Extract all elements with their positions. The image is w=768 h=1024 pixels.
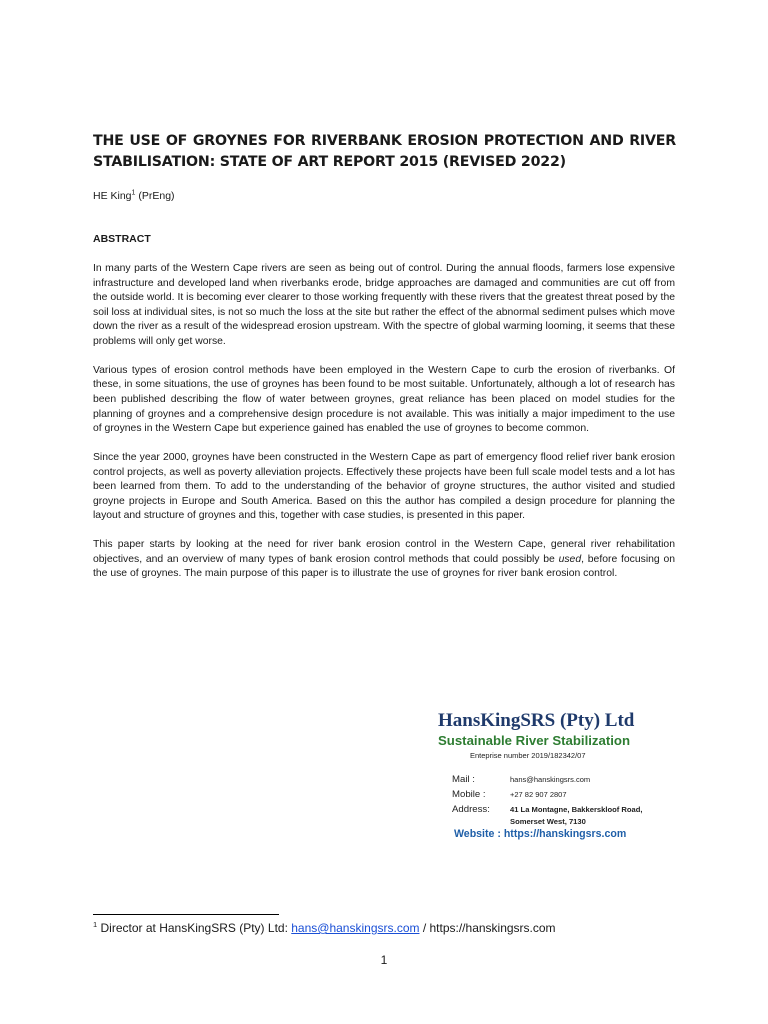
author-credentials: (PrEng) bbox=[135, 190, 175, 202]
company-registration: Enteprise number 2019/182342/07 bbox=[470, 751, 586, 760]
contact-address: 41 La Montagne, Bakkerskloof Road, bbox=[510, 805, 643, 814]
company-letterhead bbox=[438, 710, 678, 761]
author-footnote-mark: 1 bbox=[131, 189, 136, 197]
abstract-paragraph: This paper starts by looking at the need for river bank erosion control in the Western Cape, general river rehabilitation objectives, and an overview of many types of bank erosion control methods that could possibly be used, before focusing on the use of groynes. The main purpose of this paper is to illustrate the use of groynes for river bank erosion control. bbox=[93, 539, 675, 580]
italic-word: used bbox=[558, 553, 582, 565]
abstract-paragraph: Various types of erosion control methods have been employed in the Western Cape to curb the erosion of riverbanks. Of these, in some situations, the use of groynes has been found to be most suitable. Unfortunately, although a lot of research has been published describing the flow of water between groynes, great reliance has been placed on model studies for the planning of groynes and a comprehensive design procedure is not available. This was initially a major impediment to the use of groynes in the Western Cape but experience gained has enabled the use of groynes to become common. bbox=[93, 364, 675, 435]
footnote-mark: 1 bbox=[93, 920, 98, 929]
abstract-body bbox=[93, 262, 675, 596]
author-line bbox=[93, 189, 175, 203]
abstract-heading: ABSTRACT bbox=[93, 233, 151, 245]
contact-email[interactable]: hans@hanskingsrs.com bbox=[510, 775, 591, 784]
contact-row-mobile bbox=[452, 789, 567, 800]
contact-row-address-line2 bbox=[510, 816, 586, 827]
footnote-divider bbox=[93, 914, 279, 915]
contact-address-line2: Somerset West, 7130 bbox=[510, 817, 586, 826]
company-tagline: Sustainable River Stabilization bbox=[438, 733, 630, 748]
contact-mobile: +27 82 907 2807 bbox=[510, 790, 567, 799]
paper-title: THE USE OF GROYNES FOR RIVERBANK EROSION PROTECTION AND RIVER STABILISATION: STATE OF ART REPORT 2015 (REVISED 2022) bbox=[93, 133, 676, 170]
company-name: HansKingSRS (Pty) Ltd bbox=[438, 710, 635, 731]
contact-row-address bbox=[452, 804, 643, 815]
author-name: HE King bbox=[93, 190, 132, 202]
company-website[interactable]: Website : https://hanskingsrs.com bbox=[454, 828, 627, 840]
contact-label: Address: bbox=[452, 804, 490, 815]
footnote: $^1$ Director at HansKingSRS (Pty) Ltd: hans@hanskingsrs.com / https://hanskingsrs.com bbox=[93, 920, 556, 935]
abstract-paragraph: Since the year 2000, groynes have been constructed in the Western Cape as part of emergency flood relief river bank erosion control projects, as well as poverty alleviation projects. Effectively these projects have been full scale model tests and a lot has been learned from them. To add to the understanding of the behavior of groyne structures, the author visited and studied groyne projects in Europe and South America. Based on this the author has compiled a design procedure for planning the layout and structure of groynes and this, together with case studies, is presented in this paper. bbox=[93, 451, 675, 522]
abstract-paragraph: In many parts of the Western Cape rivers are seen as being out of control. During the annual floods, farmers lose expensive infrastructure and developed land when riverbanks erode, bridge approaches are damaged and communities are cut off from the outside world. It is becoming ever clearer to those working frequently with these rivers that the greatest threat posed by the soil loss at individual sites, is not so much the loss at the site but rather the effect of the abnormal sediment pulses which move down the river as a result of the widespread erosion upstream. With the spectre of global warming looming, it seems that these problems will only get worse. bbox=[93, 263, 675, 347]
contact-label: Mail : bbox=[452, 774, 475, 785]
footnote-email-link[interactable]: hans@hanskingsrs.com bbox=[291, 921, 420, 935]
contact-row-mail bbox=[452, 774, 590, 785]
contact-label: Mobile : bbox=[452, 789, 486, 800]
page-number: 1 bbox=[380, 953, 388, 967]
